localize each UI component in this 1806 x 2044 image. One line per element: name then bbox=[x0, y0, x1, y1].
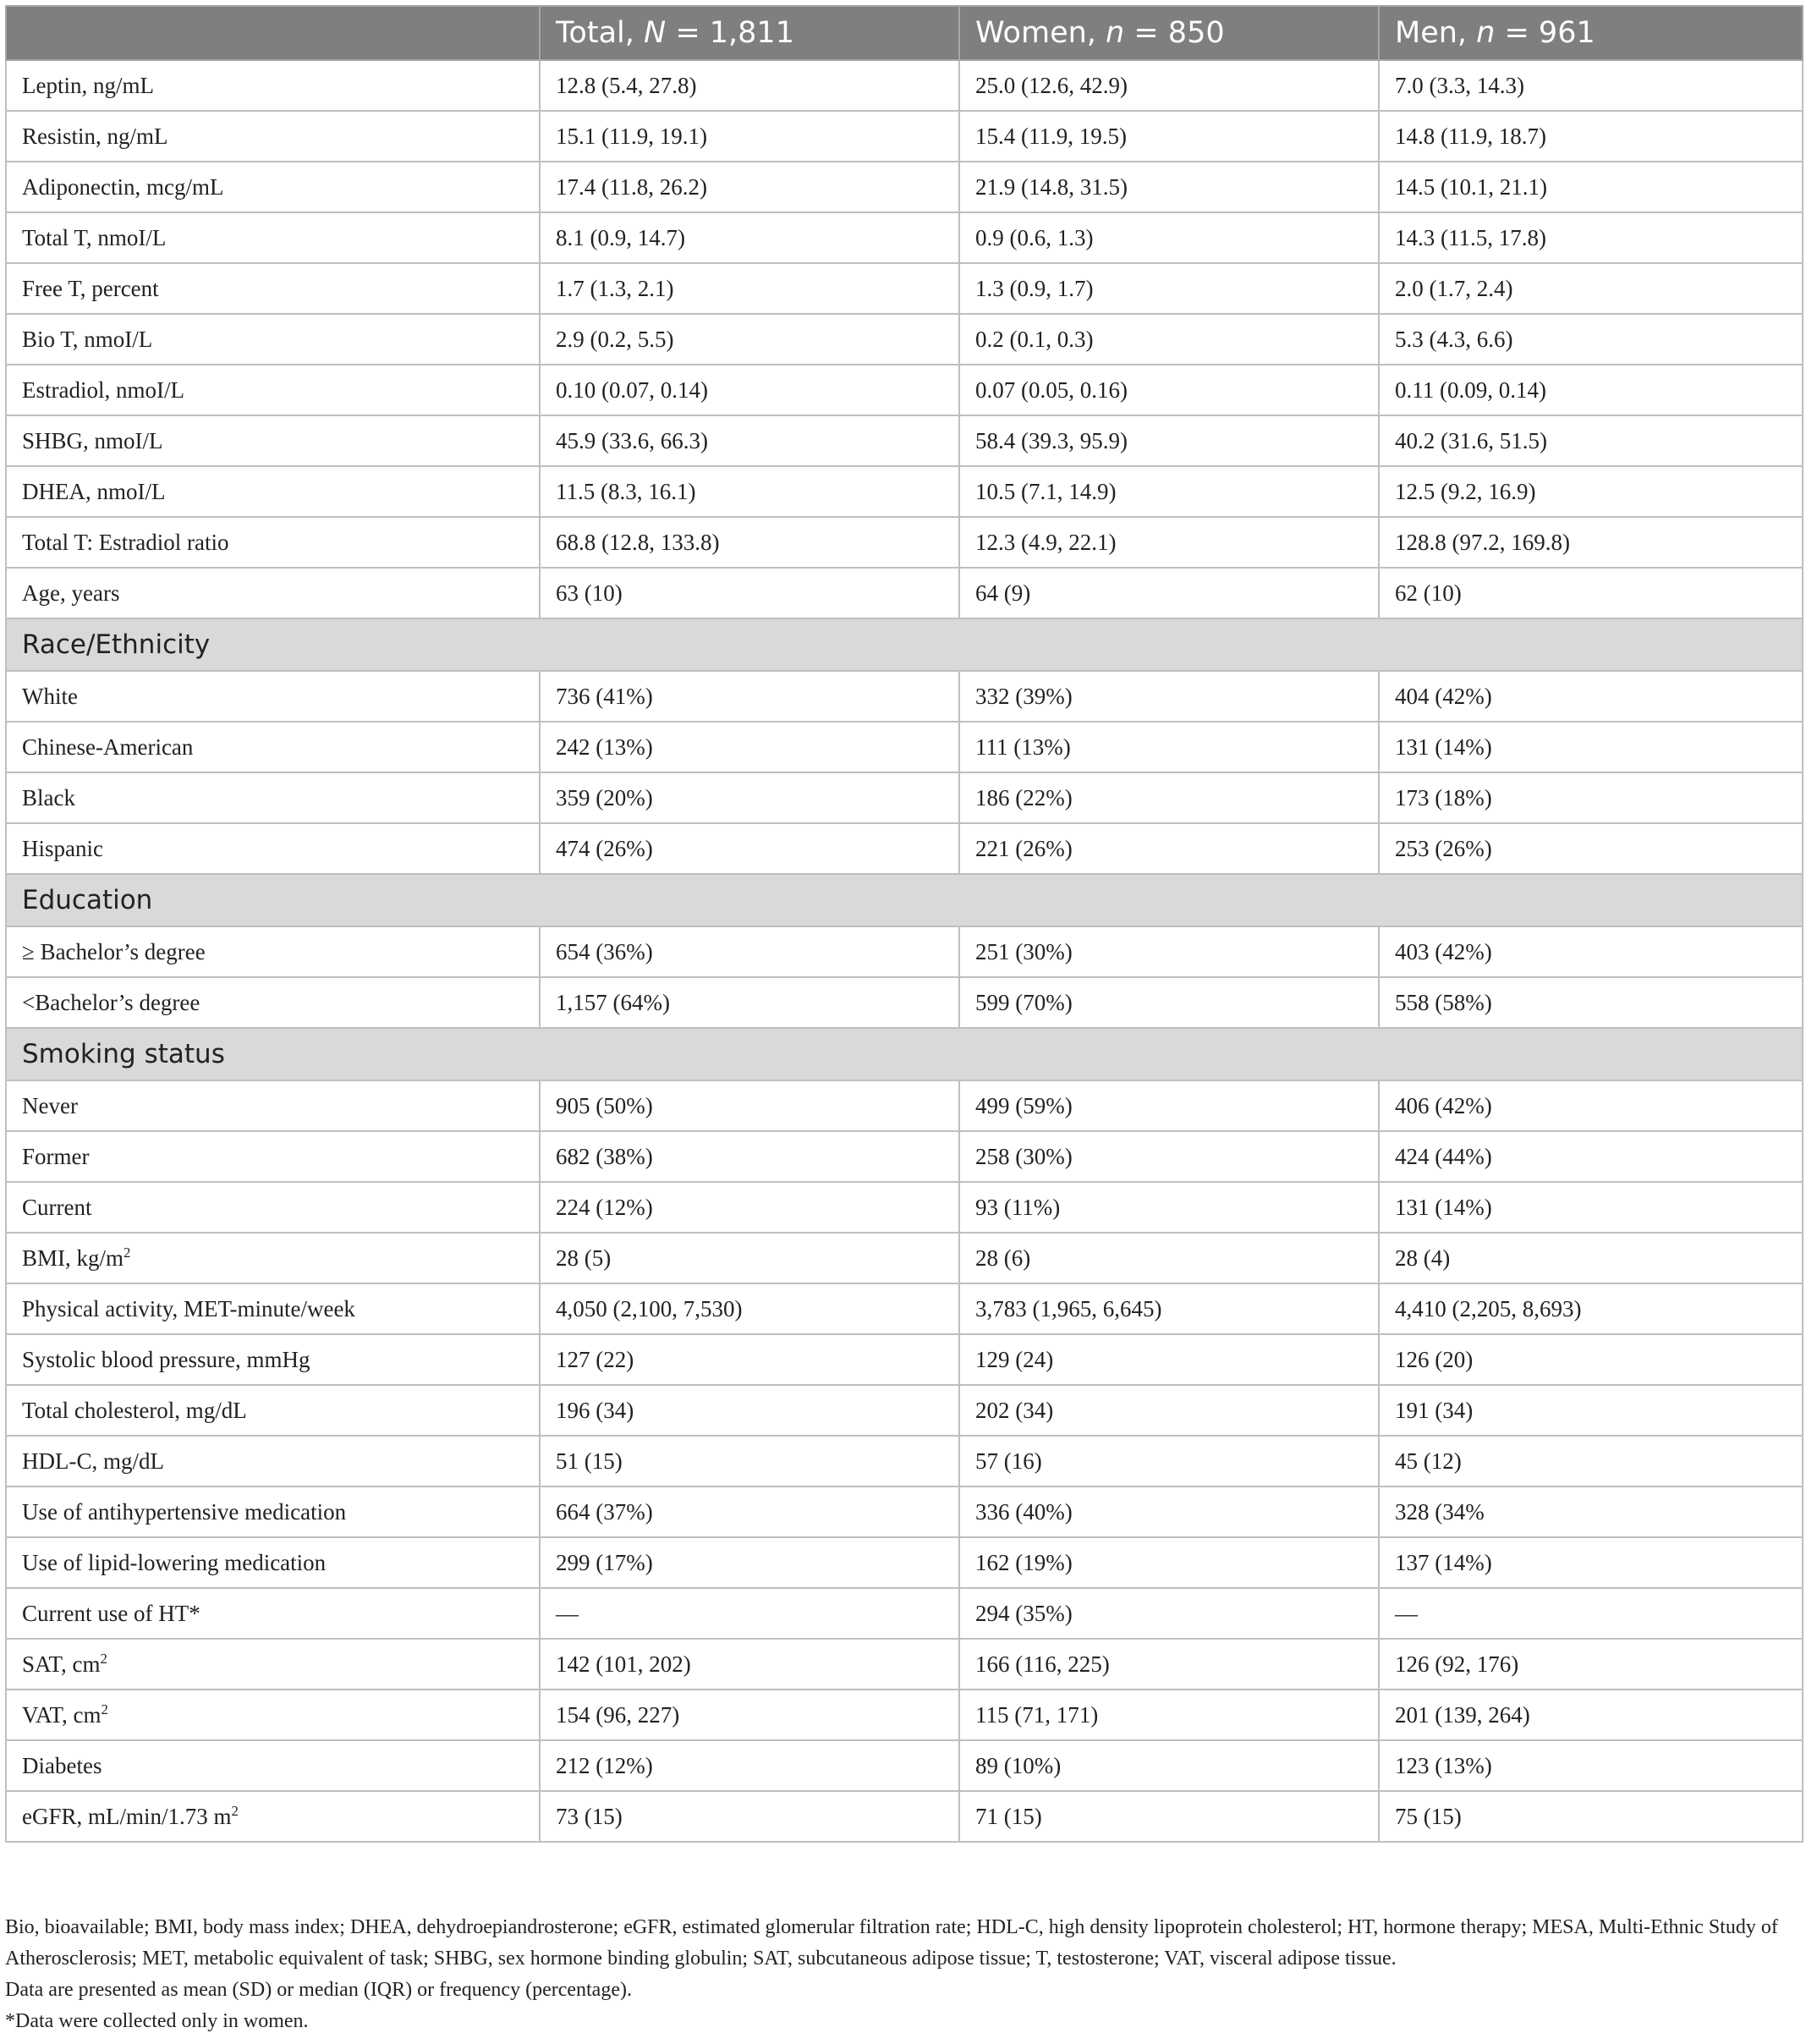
table-row bbox=[6, 1233, 1803, 1283]
section-header-row bbox=[6, 1028, 1803, 1080]
row-label: HDL-C, mg/dL bbox=[22, 1448, 164, 1474]
table-row bbox=[6, 1436, 1803, 1486]
cell-total: 299 (17%) bbox=[540, 1537, 959, 1588]
cell-men: 62 (10) bbox=[1379, 568, 1803, 618]
unit-superscript: 2 bbox=[124, 1244, 131, 1261]
section-title: Smoking status bbox=[6, 1028, 1803, 1080]
row-label: Age, years bbox=[22, 580, 120, 606]
cell-total: 12.8 (5.4, 27.8) bbox=[540, 60, 959, 111]
header-men bbox=[1379, 6, 1803, 60]
cell-men: 123 (13%) bbox=[1379, 1740, 1803, 1791]
row-label-cell bbox=[6, 926, 540, 977]
cell-total: 142 (101, 202) bbox=[540, 1639, 959, 1690]
cell-women: 0.9 (0.6, 1.3) bbox=[959, 212, 1379, 263]
row-label: Free T, percent bbox=[22, 275, 159, 301]
row-label-cell bbox=[6, 162, 540, 212]
table-row bbox=[6, 111, 1803, 162]
header-women bbox=[959, 6, 1379, 60]
row-label-cell bbox=[6, 1334, 540, 1385]
cell-total: 1.7 (1.3, 2.1) bbox=[540, 263, 959, 314]
row-label-cell bbox=[6, 722, 540, 772]
cell-men: 14.3 (11.5, 17.8) bbox=[1379, 212, 1803, 263]
table-row bbox=[6, 1080, 1803, 1131]
row-label-cell bbox=[6, 263, 540, 314]
cell-men: 126 (20) bbox=[1379, 1334, 1803, 1385]
cell-women: 58.4 (39.3, 95.9) bbox=[959, 415, 1379, 466]
row-label: SHBG, nmoI/L bbox=[22, 427, 163, 453]
cell-total: 63 (10) bbox=[540, 568, 959, 618]
cell-total: 212 (12%) bbox=[540, 1740, 959, 1791]
footnote-women-only: *Data were collected only in women. bbox=[5, 2010, 309, 2032]
cell-men: 2.0 (1.7, 2.4) bbox=[1379, 263, 1803, 314]
cell-men: 28 (4) bbox=[1379, 1233, 1803, 1283]
cell-men: 137 (14%) bbox=[1379, 1537, 1803, 1588]
cell-total: 682 (38%) bbox=[540, 1131, 959, 1182]
cell-men: 0.11 (0.09, 0.14) bbox=[1379, 365, 1803, 415]
row-label-cell bbox=[6, 1486, 540, 1537]
table-row bbox=[6, 314, 1803, 365]
table-row bbox=[6, 1537, 1803, 1588]
cell-women: 111 (13%) bbox=[959, 722, 1379, 772]
row-label: Current use of HT* bbox=[22, 1600, 200, 1626]
cell-men: 126 (92, 176) bbox=[1379, 1639, 1803, 1690]
cell-total: 0.10 (0.07, 0.14) bbox=[540, 365, 959, 415]
cell-total: 68.8 (12.8, 133.8) bbox=[540, 517, 959, 568]
row-label: Use of antihypertensive medication bbox=[22, 1498, 347, 1525]
cell-men: 191 (34) bbox=[1379, 1385, 1803, 1436]
cell-total: 73 (15) bbox=[540, 1791, 959, 1842]
cell-women: 166 (116, 225) bbox=[959, 1639, 1379, 1690]
row-label: Total T: Estradiol ratio bbox=[22, 529, 229, 555]
cell-women: 15.4 (11.9, 19.5) bbox=[959, 111, 1379, 162]
section-title: Race/Ethnicity bbox=[6, 618, 1803, 671]
table-row bbox=[6, 263, 1803, 314]
row-label: Bio T, nmoI/L bbox=[22, 326, 153, 352]
cell-total: — bbox=[540, 1588, 959, 1639]
table-row bbox=[6, 1334, 1803, 1385]
row-label-cell bbox=[6, 1537, 540, 1588]
cell-total: 654 (36%) bbox=[540, 926, 959, 977]
cell-men: 12.5 (9.2, 16.9) bbox=[1379, 466, 1803, 517]
row-label-cell bbox=[6, 1740, 540, 1791]
header-characteristic bbox=[6, 6, 540, 60]
cell-men: 131 (14%) bbox=[1379, 722, 1803, 772]
cell-men: 14.8 (11.9, 18.7) bbox=[1379, 111, 1803, 162]
cell-women: 251 (30%) bbox=[959, 926, 1379, 977]
cell-men: 128.8 (97.2, 169.8) bbox=[1379, 517, 1803, 568]
row-label-cell bbox=[6, 466, 540, 517]
row-label-cell bbox=[6, 1233, 540, 1283]
row-label-cell bbox=[6, 568, 540, 618]
cell-women: 1.3 (0.9, 1.7) bbox=[959, 263, 1379, 314]
row-label-cell bbox=[6, 772, 540, 823]
table-row bbox=[6, 1639, 1803, 1690]
cell-total: 8.1 (0.9, 14.7) bbox=[540, 212, 959, 263]
row-label-cell bbox=[6, 517, 540, 568]
table-header bbox=[6, 6, 1803, 60]
cell-total: 2.9 (0.2, 5.5) bbox=[540, 314, 959, 365]
table-row bbox=[6, 162, 1803, 212]
row-label-cell bbox=[6, 1131, 540, 1182]
cell-women: 599 (70%) bbox=[959, 977, 1379, 1028]
table-row bbox=[6, 1385, 1803, 1436]
row-label: Systolic blood pressure, mmHg bbox=[22, 1346, 310, 1372]
cell-women: 10.5 (7.1, 14.9) bbox=[959, 466, 1379, 517]
section-header-row bbox=[6, 874, 1803, 926]
cell-men: 253 (26%) bbox=[1379, 823, 1803, 874]
characteristics-table bbox=[5, 5, 1803, 1843]
header-women-var: n bbox=[1106, 16, 1125, 50]
header-men-label: Men, bbox=[1395, 16, 1477, 50]
cell-men: 201 (139, 264) bbox=[1379, 1690, 1803, 1740]
cell-men: 404 (42%) bbox=[1379, 671, 1803, 722]
cell-total: 51 (15) bbox=[540, 1436, 959, 1486]
cell-total: 17.4 (11.8, 26.2) bbox=[540, 162, 959, 212]
cell-women: 202 (34) bbox=[959, 1385, 1379, 1436]
row-label-cell bbox=[6, 1182, 540, 1233]
cell-total: 127 (22) bbox=[540, 1334, 959, 1385]
header-men-var: n bbox=[1476, 16, 1496, 50]
row-label-cell bbox=[6, 415, 540, 466]
cell-women: 93 (11%) bbox=[959, 1182, 1379, 1233]
cell-total: 664 (37%) bbox=[540, 1486, 959, 1537]
cell-total: 4,050 (2,100, 7,530) bbox=[540, 1283, 959, 1334]
header-total bbox=[540, 6, 959, 60]
row-label-cell bbox=[6, 1791, 540, 1842]
row-label: Black bbox=[22, 784, 75, 810]
section-title: Education bbox=[6, 874, 1803, 926]
row-label: ≥ Bachelor’s degree bbox=[22, 938, 206, 964]
cell-total: 474 (26%) bbox=[540, 823, 959, 874]
cell-women: 221 (26%) bbox=[959, 823, 1379, 874]
cell-women: 336 (40%) bbox=[959, 1486, 1379, 1537]
cell-men: 75 (15) bbox=[1379, 1791, 1803, 1842]
cell-men: 45 (12) bbox=[1379, 1436, 1803, 1486]
cell-total: 11.5 (8.3, 16.1) bbox=[540, 466, 959, 517]
cell-total: 154 (96, 227) bbox=[540, 1690, 959, 1740]
cell-men: 406 (42%) bbox=[1379, 1080, 1803, 1131]
cell-total: 196 (34) bbox=[540, 1385, 959, 1436]
cell-women: 89 (10%) bbox=[959, 1740, 1379, 1791]
cell-men: — bbox=[1379, 1588, 1803, 1639]
cell-men: 4,410 (2,205, 8,693) bbox=[1379, 1283, 1803, 1334]
row-label-cell bbox=[6, 365, 540, 415]
cell-men: 424 (44%) bbox=[1379, 1131, 1803, 1182]
row-label: Former bbox=[22, 1143, 90, 1169]
row-label-cell bbox=[6, 1436, 540, 1486]
table-row bbox=[6, 1791, 1803, 1842]
table-body bbox=[6, 60, 1803, 1842]
row-label-cell bbox=[6, 977, 540, 1028]
cell-women: 12.3 (4.9, 22.1) bbox=[959, 517, 1379, 568]
row-label: Leptin, ng/mL bbox=[22, 72, 154, 98]
table-row bbox=[6, 1690, 1803, 1740]
table-row bbox=[6, 568, 1803, 618]
footnote-data-presentation: Data are presented as mean (SD) or median (IQR) or frequency (percentage). bbox=[5, 1979, 632, 2001]
table-row bbox=[6, 466, 1803, 517]
row-label: Estradiol, nmoI/L bbox=[22, 376, 184, 403]
cell-men: 40.2 (31.6, 51.5) bbox=[1379, 415, 1803, 466]
cell-total: 905 (50%) bbox=[540, 1080, 959, 1131]
table-row bbox=[6, 60, 1803, 111]
cell-women: 0.2 (0.1, 0.3) bbox=[959, 314, 1379, 365]
row-label: Hispanic bbox=[22, 835, 103, 861]
table-row bbox=[6, 977, 1803, 1028]
cell-men: 5.3 (4.3, 6.6) bbox=[1379, 314, 1803, 365]
cell-men: 7.0 (3.3, 14.3) bbox=[1379, 60, 1803, 111]
row-label-cell bbox=[6, 1690, 540, 1740]
row-label: eGFR, mL/min/1.73 m bbox=[22, 1803, 232, 1829]
cell-women: 186 (22%) bbox=[959, 772, 1379, 823]
cell-women: 258 (30%) bbox=[959, 1131, 1379, 1182]
cell-women: 64 (9) bbox=[959, 568, 1379, 618]
row-label-cell bbox=[6, 823, 540, 874]
table-row bbox=[6, 671, 1803, 722]
header-total-var: N bbox=[644, 16, 667, 50]
header-women-label: Women, bbox=[975, 16, 1106, 50]
table-footnotes bbox=[5, 1912, 1802, 2037]
row-label-cell bbox=[6, 1283, 540, 1334]
table-row bbox=[6, 1131, 1803, 1182]
cell-total: 28 (5) bbox=[540, 1233, 959, 1283]
row-label-cell bbox=[6, 1385, 540, 1436]
cell-total: 736 (41%) bbox=[540, 671, 959, 722]
cell-women: 115 (71, 171) bbox=[959, 1690, 1379, 1740]
cell-total: 224 (12%) bbox=[540, 1182, 959, 1233]
table-row bbox=[6, 823, 1803, 874]
table-row bbox=[6, 1740, 1803, 1791]
cell-men: 558 (58%) bbox=[1379, 977, 1803, 1028]
cell-total: 242 (13%) bbox=[540, 722, 959, 772]
cell-women: 294 (35%) bbox=[959, 1588, 1379, 1639]
table-row bbox=[6, 722, 1803, 772]
cell-women: 129 (24) bbox=[959, 1334, 1379, 1385]
row-label-cell bbox=[6, 1588, 540, 1639]
table-row bbox=[6, 415, 1803, 466]
table-row bbox=[6, 1182, 1803, 1233]
row-label-cell bbox=[6, 212, 540, 263]
cell-total: 15.1 (11.9, 19.1) bbox=[540, 111, 959, 162]
row-label: Total T, nmoI/L bbox=[22, 224, 167, 250]
row-label-cell bbox=[6, 671, 540, 722]
cell-women: 332 (39%) bbox=[959, 671, 1379, 722]
cell-women: 162 (19%) bbox=[959, 1537, 1379, 1588]
header-women-value: = 850 bbox=[1124, 16, 1225, 50]
cell-women: 28 (6) bbox=[959, 1233, 1379, 1283]
table-row bbox=[6, 926, 1803, 977]
cell-women: 21.9 (14.8, 31.5) bbox=[959, 162, 1379, 212]
cell-men: 14.5 (10.1, 21.1) bbox=[1379, 162, 1803, 212]
unit-superscript: 2 bbox=[101, 1701, 108, 1717]
cell-total: 359 (20%) bbox=[540, 772, 959, 823]
cell-total: 45.9 (33.6, 66.3) bbox=[540, 415, 959, 466]
table-row bbox=[6, 1588, 1803, 1639]
table-row bbox=[6, 772, 1803, 823]
table-container bbox=[5, 5, 1802, 1843]
row-label: <Bachelor’s degree bbox=[22, 989, 200, 1015]
row-label: Current bbox=[22, 1194, 92, 1220]
header-total-value: = 1,811 bbox=[666, 16, 794, 50]
cell-men: 131 (14%) bbox=[1379, 1182, 1803, 1233]
cell-men: 403 (42%) bbox=[1379, 926, 1803, 977]
table-row bbox=[6, 365, 1803, 415]
row-label: Resistin, ng/mL bbox=[22, 123, 168, 149]
cell-total: 1,157 (64%) bbox=[540, 977, 959, 1028]
row-label: Diabetes bbox=[22, 1752, 102, 1778]
header-row bbox=[6, 6, 1803, 60]
cell-men: 173 (18%) bbox=[1379, 772, 1803, 823]
cell-women: 25.0 (12.6, 42.9) bbox=[959, 60, 1379, 111]
table-row bbox=[6, 212, 1803, 263]
footnote-abbreviations: Bio, bioavailable; BMI, body mass index; DHEA, dehydroepiandrosterone; eGFR, estimated glomerular filtration rate; HDL-C, high density lipoprotein cholesterol; HT, hormone therapy; MESA, Multi-Ethnic Study of Atherosclerosis; MET, metabolic equivalent of task; SHBG, sex hormone binding globulin; SAT, subcutaneous adipose tissue; T, testosterone; VAT, visceral adipose tissue. bbox=[5, 1916, 1778, 1970]
cell-women: 3,783 (1,965, 6,645) bbox=[959, 1283, 1379, 1334]
row-label-cell bbox=[6, 111, 540, 162]
cell-women: 499 (59%) bbox=[959, 1080, 1379, 1131]
cell-women: 57 (16) bbox=[959, 1436, 1379, 1486]
row-label: White bbox=[22, 683, 78, 709]
row-label: VAT, cm bbox=[22, 1701, 102, 1728]
cell-women: 71 (15) bbox=[959, 1791, 1379, 1842]
table-row bbox=[6, 1283, 1803, 1334]
row-label: Never bbox=[22, 1092, 78, 1118]
row-label: DHEA, nmoI/L bbox=[22, 478, 166, 504]
unit-superscript: 2 bbox=[231, 1802, 239, 1819]
row-label-cell bbox=[6, 60, 540, 111]
row-label-cell bbox=[6, 314, 540, 365]
row-label: Adiponectin, mcg/mL bbox=[22, 173, 224, 200]
section-header-row bbox=[6, 618, 1803, 671]
row-label-cell bbox=[6, 1639, 540, 1690]
row-label: BMI, kg/m bbox=[22, 1245, 124, 1271]
cell-women: 0.07 (0.05, 0.16) bbox=[959, 365, 1379, 415]
header-total-label: Total, bbox=[556, 16, 644, 50]
unit-superscript: 2 bbox=[100, 1650, 107, 1667]
table-row bbox=[6, 517, 1803, 568]
row-label-cell bbox=[6, 1080, 540, 1131]
table-row bbox=[6, 1486, 1803, 1537]
row-label: Chinese-American bbox=[22, 734, 194, 760]
row-label: SAT, cm bbox=[22, 1651, 101, 1677]
row-label: Total cholesterol, mg/dL bbox=[22, 1397, 247, 1423]
row-label: Physical activity, MET-minute/week bbox=[22, 1295, 355, 1321]
row-label: Use of lipid-lowering medication bbox=[22, 1549, 327, 1575]
cell-men: 328 (34% bbox=[1379, 1486, 1803, 1537]
header-men-value: = 961 bbox=[1495, 16, 1595, 50]
